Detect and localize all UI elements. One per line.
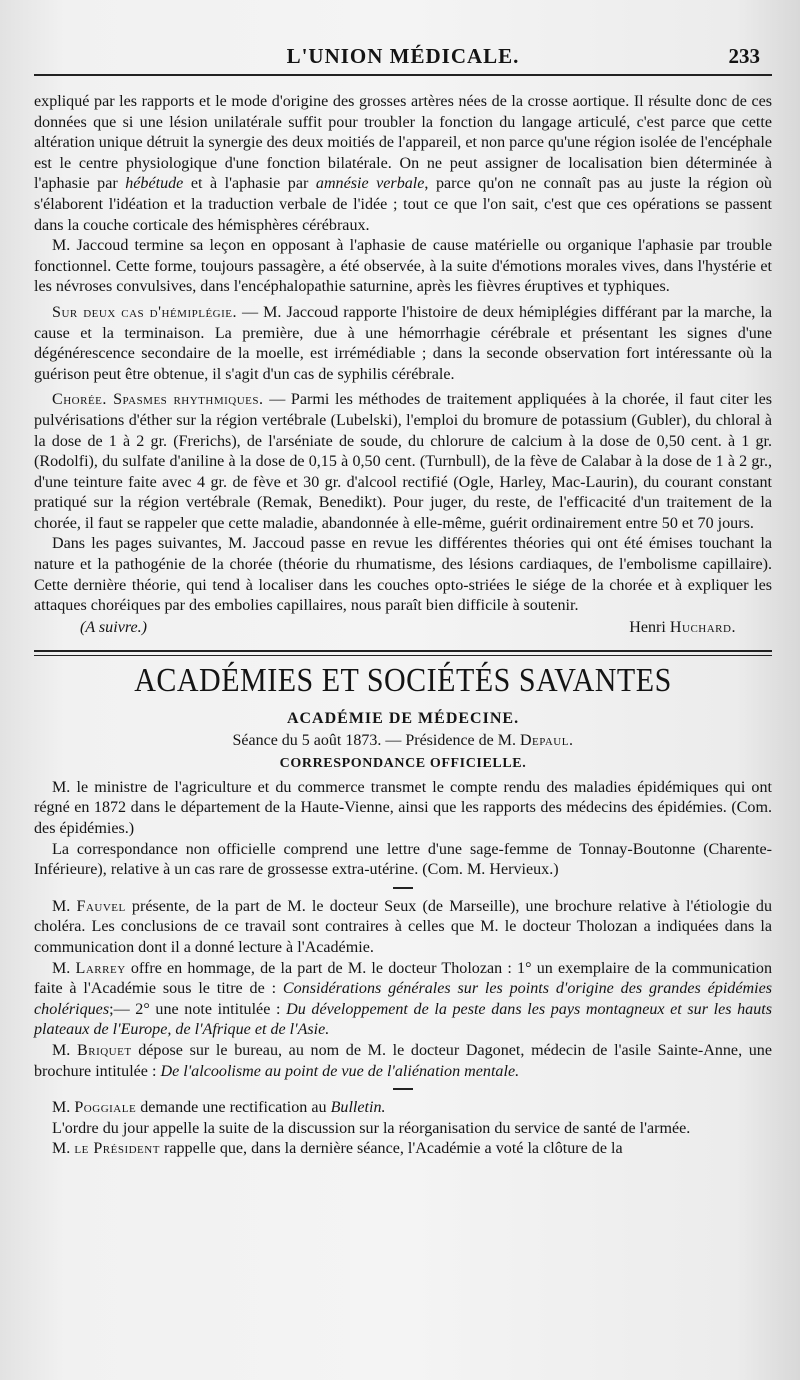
run-in-heading: Sur deux cas d'hémiplégie. [52, 303, 238, 321]
section-subtitle: ACADÉMIE DE MÉDECINE. [286, 709, 520, 727]
header-rule [34, 74, 772, 76]
running-head [34, 0, 772, 78]
section-divider [34, 650, 772, 656]
to-follow-note: (A suivre.) [80, 618, 148, 636]
paragraph: M. Briquet dépose sur le bureau, au nom de M. le docteur Dagonet, médecin de l'asile Sainte-Anne, une brochure intitulée : De l'alcoolisme au point de vue de l'aliénation mentale. [34, 1041, 772, 1080]
paragraph: M. Fauvel présente, de la part de M. le docteur Seux (de Marseille), une brochure relative à l'étiologie du choléra. Les conclusions de ce travail sont contraires à celles que M. le docteur Tholozan a indiquées dans la communication dont il a donné lecture à l'Académie. [34, 897, 773, 956]
section-title: ACADÉMIES ET SOCIÉTÉS SAVANTES [134, 661, 672, 699]
short-divider [393, 887, 413, 889]
short-divider [393, 1088, 413, 1090]
paragraph: M. Larrey offre en hommage, de la part de M. le docteur Tholozan : 1° un exemplaire de la communication faite à l'Académie sous le titre de : Considérations générales sur les points d'origine des grandes épidémies cholériques;— 2° une note intitulée : Du développement de la peste dans les pays montagneux et sur les hauts plateaux de l'Europe, de l'Afrique et de l'Asie. [34, 959, 772, 1039]
paragraph: M. Poggiale demande une rectification au Bulletin. [52, 1099, 386, 1117]
paragraph: M. le Président rappelle que, dans la dernière séance, l'Académie a voté la clôture de la [52, 1140, 623, 1158]
paragraph: M. le ministre de l'agriculture et du commerce transmet le compte rendu des maladies épidémiques qui ont régné en 1872 dans le département de la Haute-Vienne, ainsi que les rapports des médecins des épidémies. (Com. des épidémies.) [34, 778, 772, 838]
running-title: L'UNION MÉDICALE. [286, 44, 520, 68]
paragraph: Sur deux cas d'hémiplégie. — M. Jaccoud rapporte l'histoire de deux hémiplégies différant par la marche, la cause et la terminaison. La première, due à une hémorrhagie cérébrale et présentant les signes d'une dégénérescence secondaire de la moelle, est irrémédiable ; dans la seconde observation fort intéressante où la guérison peut être obtenue, il s'agit d'un cas de syphilis cérébrale. [34, 303, 772, 383]
correspondence-heading: CORRESPONDANCE OFFICIELLE. [279, 755, 527, 771]
run-in-heading: Chorée. Spasmes rhythmiques. [52, 391, 264, 409]
paragraph: M. Jaccoud termine sa leçon en opposant à l'aphasie de cause matérielle ou organique l'aphasie par trouble fonctionnel. Cette forme, toujours passagère, a été observée, à la suite d'émotions morales vives, dans l'hystérie et les névroses convulsives, dans l'encéphalopathie saturnine, après les fièvres éruptives et typhiques. [34, 237, 772, 296]
section-academies [34, 661, 773, 1160]
page-number: 233 [728, 44, 760, 68]
paragraph: expliqué par les rapports et le mode d'origine des grosses artères nées de la crosse aortique. Il résulte donc de ces données que si une lésion unilatérale suffit pour troubler la fonction du langage articulé, c'est parce que cette altération unique détruit la synergie des deux moitiés de l'appareil, et non parce qu'une région isolée de l'encéphale est le centre physiologique d'une fonction bilatérale. On ne peut assigner de localisation bien déterminée à l'aphasie par hébétude et à l'aphasie par amnésie verbale, parce qu'on ne connaît pas au juste la région où s'élaborent l'idéation et la traduction verbale de l'idée ; tout ce que l'on sait, c'est que ces opérations se passent dans la couche corticale des hémisphères cérébraux. [34, 93, 772, 234]
paragraph: Dans les pages suivantes, M. Jaccoud passe en revue les différentes théories qui ont été émises touchant la nature et la pathogénie de la chorée (théorie du rhumatisme, des lésions cardiaques, de l'embolisme capillaire). Cette dernière théorie, qui tend à localiser dans les couches opto-striées le siége de la chorée et à expliquer les attaques choréiques par des embolies capillaires, nous paraît bien difficile à soutenir. [34, 535, 772, 615]
article-body [34, 92, 772, 638]
seance-line: Séance du 5 août 1873. — Présidence de M. Depaul. [232, 731, 574, 749]
paragraph: Chorée. Spasmes rhythmiques. — Parmi les méthodes de traitement appliquées à la chorée, il faut citer les pulvérisations d'éther sur la région vertébrale (Lubelski), l'emploi du bromure de potassium (Gubler), du chloral à la dose de 1 à 2 gr. (Frerichs), de l'arséniate de soude, du chlorure de calcium à la dose de 0,50 cent. à 1 gr. (Rodolfi), du sulfate d'aniline à la dose de 0,15 à 0,50 cent. (Turnbull), de la fève de Calabar à la dose de 1 à 2 gr., d'une teinture faite avec 4 gr. de fève et 30 gr. d'alcool rectifié (Ogle, Harley, Mac-Laurin), du courant constant pratiqué sur la région vertébrale (Remak, Benedikt). Pour juger, du reste, de l'efficacité d'un traitement de la chorée, il faut se rappeler que cette maladie, abandonnée à elle-même, guérit ordinairement entre 50 et 70 jours. [34, 391, 772, 532]
article-closing [34, 617, 772, 638]
paragraph: La correspondance non officielle comprend une lettre d'une sage-femme de Tonnay-Boutonne (Charente-Inférieure), relative à un cas rare de grossesse extra-utérine. (Com. M. Hervieux.) [34, 840, 772, 879]
author-signature: Henri Huchard. [629, 618, 736, 636]
paragraph: L'ordre du jour appelle la suite de la discussion sur la réorganisation du service de santé de l'armée. [52, 1119, 691, 1137]
